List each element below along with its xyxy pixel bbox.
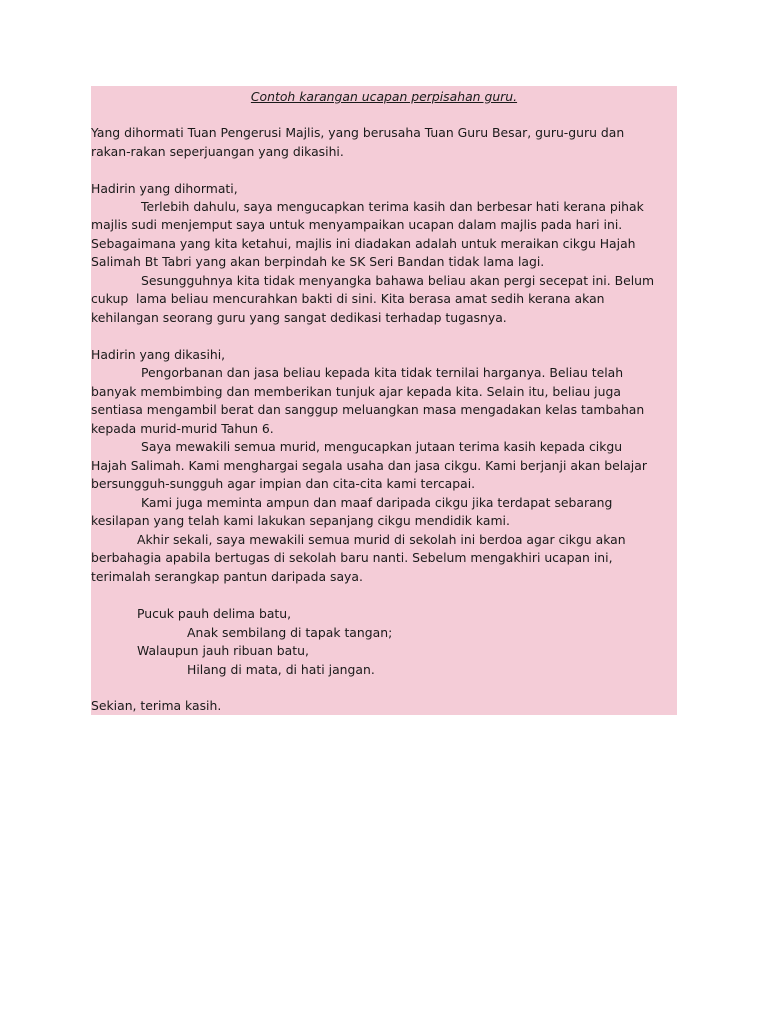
text-line: Pengorbanan dan jasa beliau kepada kita tidak ternilai harganya. Beliau telah [141,365,624,380]
text-line: Hajah Salimah. Kami menghargai segala usaha dan jasa cikgu. Kami berjanji akan belajar [91,458,647,473]
text-line: Kami juga meminta ampun dan maaf daripada cikgu jika terdapat sebarang [141,495,613,510]
text-line: Yang dihormati Tuan Pengerusi Majlis, yang berusaha Tuan Guru Besar, guru-guru dan [91,125,625,140]
text-line: Terlebih dahulu, saya mengucapkan terima kasih dan berbesar hati kerana pihak [141,199,644,214]
document-body [91,86,677,715]
text-line: bersungguh-sungguh agar impian dan cita-cita kami tercapai. [91,476,476,491]
text-line: Saya mewakili semua murid, mengucapkan jutaan terima kasih kepada cikgu [141,439,623,454]
closing-line: Sekian, terima kasih. [91,698,222,713]
text-line: Hadirin yang dihormati, [91,181,238,196]
text-line: kepada murid-murid Tahun 6. [91,421,274,436]
text-line: kesilapan yang telah kami lakukan sepanjang cikgu mendidik kami. [91,513,510,528]
document-title: Contoh karangan ucapan perpisahan guru. [250,89,518,104]
pantun-line: Anak sembilang di tapak tangan; [187,625,393,640]
text-line: cukup lama beliau mencurahkan bakti di sini. Kita berasa amat sedih kerana akan [91,291,605,306]
text-line: Salimah Bt Tabri yang akan berpindah ke SK Seri Bandan tidak lama lagi. [91,254,545,269]
text-line: kehilangan seorang guru yang sangat dedikasi terhadap tugasnya. [91,310,507,325]
text-line: Akhir sekali, saya mewakili semua murid di sekolah ini berdoa agar cikgu akan [137,532,626,547]
text-line: Sesungguhnya kita tidak menyangka bahawa beliau akan pergi secepat ini. Belum [141,273,655,288]
pantun-line: Walaupun jauh ribuan batu, [137,643,309,658]
pantun-line: Hilang di mata, di hati jangan. [187,662,375,677]
text-line: berbahagia apabila bertugas di sekolah baru nanti. Sebelum mengakhiri ucapan ini, [91,550,613,565]
text-line: terimalah serangkap pantun daripada saya. [91,569,363,584]
text-line: Hadirin yang dikasihi, [91,347,226,362]
text-line: banyak membimbing dan memberikan tunjuk ajar kepada kita. Selain itu, beliau juga [91,384,621,399]
text-line: Sebagaimana yang kita ketahui, majlis ini diadakan adalah untuk meraikan cikgu Hajah [91,236,636,251]
text-line: rakan-rakan seperjuangan yang dikasihi. [91,144,344,159]
pantun-line: Pucuk pauh delima batu, [137,606,292,621]
text-line: majlis sudi menjemput saya untuk menyampaikan ucapan dalam majlis pada hari ini. [91,217,623,232]
text-line: sentiasa mengambil berat dan sanggup meluangkan masa mengadakan kelas tambahan [91,402,645,417]
